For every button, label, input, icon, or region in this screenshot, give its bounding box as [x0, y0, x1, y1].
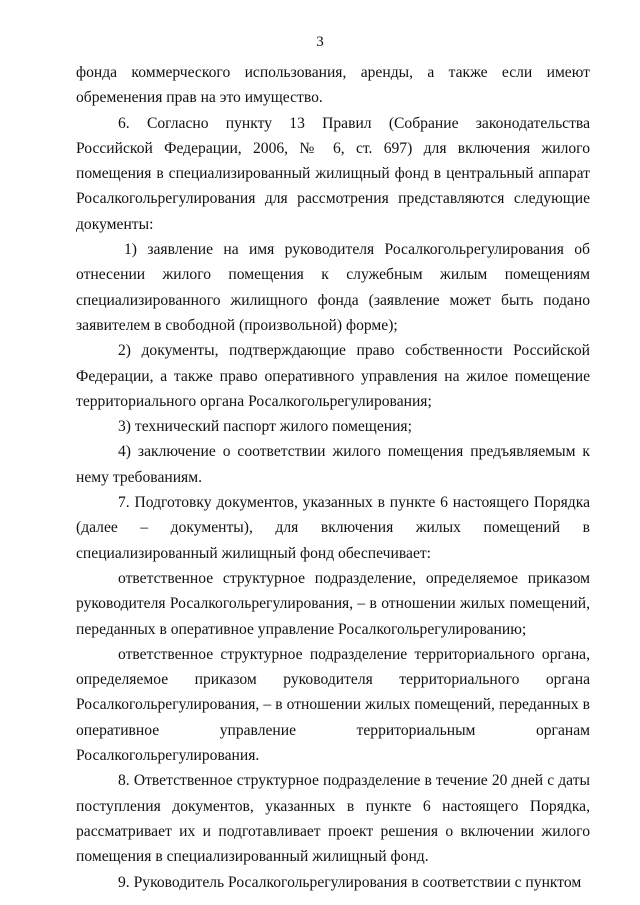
page-number: 3 [316, 34, 324, 50]
list-item-3: 3) технический паспорт жилого помещения; [118, 418, 412, 436]
list-item-2: 2) документы, подтверждающие право собственности Российской Федерации, а также право оперативного управления на жилое помещение территориального органа Росалкогольрегулирования; [76, 342, 590, 410]
paragraph-responsible-central: ответственное структурное подразделение, определяемое приказом руководителя Росалкогольрегулирования, – в отношении жилых помещений, переданных в оперативное управление Росалкогольрегулированию; [76, 569, 590, 638]
paragraph-clause-7: 7. Подготовку документов, указанных в пункте 6 настоящего Порядка (далее – документы), для включения жилых помещений в специализированный жилищный фонд обеспечивает: [76, 494, 590, 562]
list-item-1: 1) заявление на имя руководителя Росалкогольрегулирования об отнесении жилого помещения к служебным жилым помещениям специализированного жилищного фонда (заявление может быть подано заявителем в свободной (произвольной) форме); [76, 241, 590, 334]
paragraph-continuation: фонда коммерческого использования, аренды, а также если имеют обременения прав на это имущество. [76, 64, 590, 107]
paragraph-clause-8: 8. Ответственное структурное подразделение в течение 20 дней с даты поступления документов, указанных в пункте 6 настоящего Порядка, рассматривает их и подготавливает проект решения о включении жилого помещения в специализированный жилищный фонд. [76, 772, 590, 866]
document-body [76, 60, 590, 895]
paragraph-responsible-territorial: ответственное структурное подразделение территориального органа, определяемое приказом руководителя территориального органа Росалкогольрегулирования, – в отношении жилых помещений, переданных в оперативное управление территориальным органам Росалкогольрегулирования. [76, 645, 590, 765]
list-item-4: 4) заключение о соответствии жилого помещения предъявляемым к нему требованиям. [76, 443, 590, 486]
paragraph-clause-6: 6. Согласно пункту 13 Правил (Собрание законодательства Российской Федерации, 2006, № 6, ст. 697) для включения жилого помещения в специализированный жилищный фонд в центральный аппарат Росалкогольрегулирования для рассмотрения представляются следующие документы: [76, 114, 590, 233]
paragraph-clause-9: 9. Руководитель Росалкогольрегулирования в соответствии с пунктом [118, 873, 582, 891]
